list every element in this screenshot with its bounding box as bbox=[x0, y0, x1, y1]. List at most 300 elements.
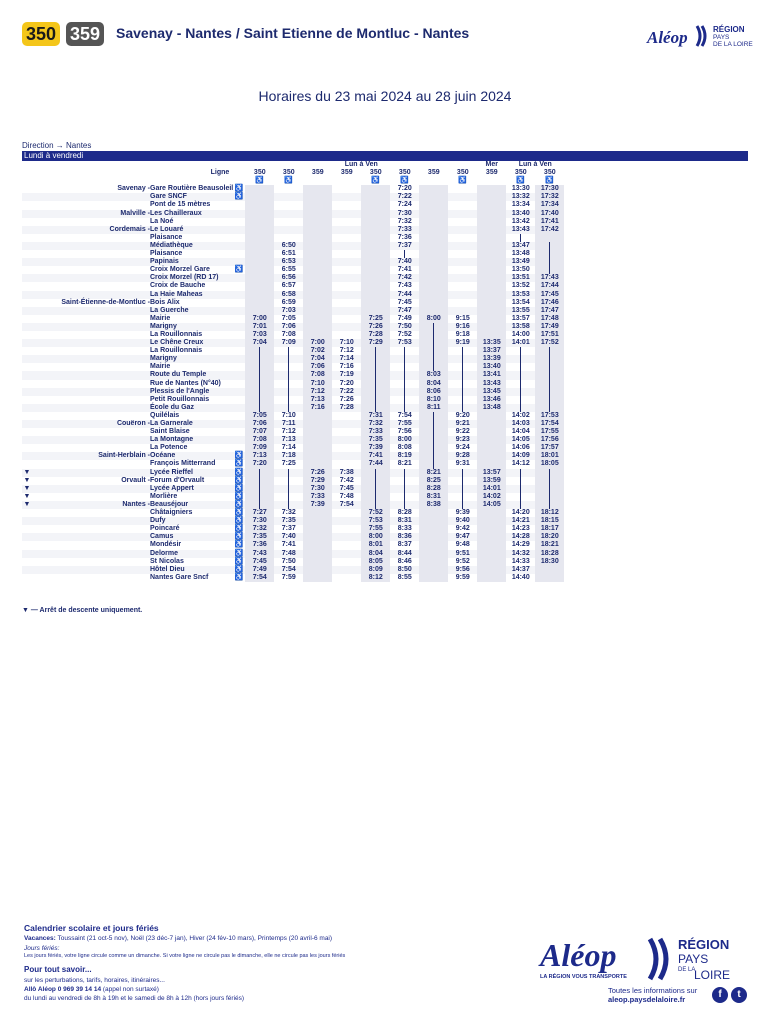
departure-time: 7:00 bbox=[303, 339, 332, 347]
commune-name bbox=[32, 291, 150, 299]
pass-through-line bbox=[274, 347, 303, 355]
departure-time bbox=[361, 274, 390, 282]
stop-row bbox=[22, 307, 564, 315]
departure-time bbox=[274, 210, 303, 218]
departure-time: 14:04 bbox=[511, 428, 530, 436]
departure-time: 7:12 bbox=[339, 347, 354, 355]
pass-through-line bbox=[361, 469, 390, 477]
pass-through-line bbox=[506, 485, 535, 493]
drop-off-arrow-icon bbox=[22, 347, 32, 355]
drop-off-arrow-icon bbox=[22, 193, 32, 201]
departure-time: 7:40 bbox=[397, 258, 412, 266]
drop-off-arrow-icon bbox=[22, 250, 32, 258]
stop-row bbox=[22, 485, 564, 493]
stop-name: Mairie bbox=[150, 363, 171, 371]
line-number: 350 bbox=[398, 169, 411, 177]
stop-row bbox=[22, 436, 564, 444]
departure-time bbox=[477, 299, 506, 307]
departure-time bbox=[477, 226, 506, 234]
departure-time: 7:07 bbox=[245, 428, 274, 436]
pass-through-line bbox=[506, 363, 535, 371]
departure-time bbox=[332, 291, 361, 299]
wheelchair-icon: ♿ bbox=[234, 452, 244, 460]
departure-time: 8:04 bbox=[419, 380, 448, 388]
departure-time bbox=[303, 201, 332, 209]
pass-through-line bbox=[535, 501, 564, 509]
website-link[interactable]: aleop.paysdelaloire.fr bbox=[608, 995, 686, 1004]
stop-name: Gare Routière Beausoleil bbox=[150, 185, 234, 193]
departure-time bbox=[419, 566, 448, 574]
wheelchair-icon: ♿ bbox=[545, 177, 555, 185]
departure-time: 13:49 bbox=[511, 258, 530, 266]
stop-row bbox=[22, 477, 564, 485]
wheelchair-icon: ♿ bbox=[234, 185, 244, 193]
drop-off-arrow-icon bbox=[22, 274, 32, 282]
departure-time: 7:30 bbox=[245, 517, 274, 525]
departure-time: 7:18 bbox=[281, 452, 296, 460]
departure-time: 7:00 bbox=[245, 315, 274, 323]
wheelchair-icon: ♿ bbox=[458, 177, 468, 185]
departure-time bbox=[332, 509, 361, 517]
pass-through-line bbox=[274, 485, 303, 493]
line-number: 350 bbox=[543, 169, 556, 177]
pass-through-line bbox=[390, 347, 419, 355]
departure-time: 7:26 bbox=[339, 395, 354, 403]
pass-through-line bbox=[506, 380, 535, 388]
departure-time: 7:25 bbox=[281, 460, 296, 468]
departure-time: 9:16 bbox=[455, 322, 470, 330]
pass-through-line bbox=[361, 404, 390, 412]
departure-time: 18:30 bbox=[535, 558, 564, 566]
departure-time: 8:44 bbox=[397, 549, 412, 557]
stop-row bbox=[22, 428, 564, 436]
stop-row bbox=[22, 274, 564, 282]
departure-time: 7:55 bbox=[361, 525, 390, 533]
departure-time: 17:56 bbox=[535, 436, 564, 444]
wheelchair-icon bbox=[233, 226, 245, 234]
stop-name: Lycée Rieffel bbox=[150, 468, 193, 476]
departure-time: 8:38 bbox=[419, 501, 448, 509]
departure-time bbox=[303, 250, 332, 258]
departure-time: 8:03 bbox=[419, 371, 448, 379]
departure-time bbox=[361, 218, 390, 226]
pass-through-line bbox=[274, 371, 303, 379]
commune-name bbox=[32, 574, 150, 582]
departure-time: 7:49 bbox=[397, 314, 412, 322]
departure-time: 9:28 bbox=[455, 452, 470, 460]
departure-time: 7:56 bbox=[397, 428, 412, 436]
stop-name: Morlière bbox=[150, 492, 178, 500]
aleop-footer-logo bbox=[538, 936, 753, 982]
departure-time bbox=[245, 282, 274, 290]
departure-time: 7:04 bbox=[303, 355, 332, 363]
pass-through-line bbox=[390, 371, 419, 379]
stop-row bbox=[22, 469, 564, 477]
departure-time bbox=[303, 444, 332, 452]
drop-off-arrow-icon bbox=[22, 436, 32, 444]
departure-time: 7:14 bbox=[281, 444, 296, 452]
commune-name bbox=[32, 404, 150, 412]
drop-off-arrow-icon bbox=[22, 388, 32, 396]
departure-time: 17:40 bbox=[535, 210, 564, 218]
drop-off-arrow-icon bbox=[22, 234, 32, 242]
drop-off-arrow-icon bbox=[22, 444, 32, 452]
stop-name: La Rouillonnais bbox=[150, 330, 203, 338]
wheelchair-icon bbox=[233, 396, 245, 404]
departure-time bbox=[419, 525, 448, 533]
departure-time: 8:00 bbox=[361, 533, 390, 541]
departure-time bbox=[303, 533, 332, 541]
departure-time bbox=[332, 218, 361, 226]
svg-text:LA RÉGION VOUS TRANSPORTE: LA RÉGION VOUS TRANSPORTE bbox=[540, 974, 627, 980]
departure-time bbox=[535, 234, 564, 242]
drop-off-arrow-icon bbox=[22, 452, 32, 460]
commune-name bbox=[32, 355, 150, 363]
commune-name bbox=[32, 234, 150, 242]
departure-time bbox=[303, 315, 332, 323]
departure-time bbox=[419, 541, 448, 549]
pass-through-line bbox=[448, 388, 477, 396]
line-number: 350 bbox=[369, 169, 382, 177]
departure-time: 7:19 bbox=[339, 371, 354, 379]
departure-time: 9:52 bbox=[455, 557, 470, 565]
stop-name: Beauséjour bbox=[150, 500, 189, 508]
departure-time bbox=[332, 525, 361, 533]
wheelchair-icon: ♿ bbox=[234, 557, 244, 565]
drop-off-arrow-icon bbox=[22, 291, 32, 299]
drop-off-arrow-icon bbox=[22, 355, 32, 363]
wheelchair-icon bbox=[233, 210, 245, 218]
departure-time: 7:40 bbox=[281, 533, 296, 541]
departure-time bbox=[419, 201, 448, 209]
stop-row bbox=[22, 550, 564, 558]
stop-name: Dufy bbox=[150, 517, 166, 525]
drop-off-arrow-icon bbox=[22, 323, 32, 331]
departure-time bbox=[303, 420, 332, 428]
wheelchair-icon: ♿ bbox=[234, 476, 244, 484]
departure-time bbox=[361, 193, 390, 201]
departure-time: 7:32 bbox=[245, 525, 274, 533]
wheelchair-icon bbox=[233, 363, 245, 371]
departure-time bbox=[448, 266, 477, 274]
commune-name bbox=[32, 201, 150, 209]
departure-time bbox=[477, 323, 506, 331]
pass-through-line bbox=[535, 396, 564, 404]
commune-name bbox=[32, 242, 150, 250]
departure-time: 7:54 bbox=[281, 565, 296, 573]
day-header: Lun à Ven bbox=[518, 161, 552, 168]
departure-time bbox=[419, 517, 448, 525]
departure-time: 14:02 bbox=[511, 411, 530, 419]
stop-name: Mondésir bbox=[150, 541, 182, 549]
wheelchair-icon bbox=[233, 339, 245, 347]
departure-time: 8:00 bbox=[419, 315, 448, 323]
pass-through-line bbox=[245, 469, 274, 477]
departure-time bbox=[245, 226, 274, 234]
stop-name: Forum d'Orvault bbox=[150, 476, 205, 484]
stop-name: La Rouillonnais bbox=[150, 347, 203, 355]
departure-time: 7:12 bbox=[281, 428, 296, 436]
departure-time: 7:26 bbox=[361, 323, 390, 331]
wheelchair-icon bbox=[233, 404, 245, 412]
departure-time: 7:41 bbox=[361, 452, 390, 460]
wheelchair-icon bbox=[233, 412, 245, 420]
departure-time: 7:37 bbox=[397, 241, 412, 249]
wheelchair-icon bbox=[233, 371, 245, 379]
pass-through-line bbox=[535, 266, 564, 274]
pass-through-line bbox=[419, 363, 448, 371]
departure-time bbox=[419, 282, 448, 290]
line-number: 350 bbox=[456, 169, 469, 177]
departure-time bbox=[332, 266, 361, 274]
departure-time: 7:05 bbox=[245, 412, 274, 420]
facebook-icon[interactable]: f bbox=[712, 987, 728, 1003]
departure-time bbox=[245, 291, 274, 299]
commune-name bbox=[32, 331, 150, 339]
departure-time: 7:30 bbox=[397, 209, 412, 217]
pass-through-line bbox=[390, 388, 419, 396]
wheelchair-icon bbox=[233, 323, 245, 331]
stop-row bbox=[22, 541, 564, 549]
drop-off-arrow-icon bbox=[22, 404, 32, 412]
departure-time bbox=[477, 525, 506, 533]
departure-time: 7:39 bbox=[303, 501, 332, 509]
pass-through-line bbox=[390, 355, 419, 363]
departure-time: 7:14 bbox=[339, 355, 354, 363]
departure-time: 6:58 bbox=[281, 290, 296, 298]
departure-time bbox=[332, 428, 361, 436]
departure-time: 7:41 bbox=[397, 266, 412, 274]
stop-name: Plaisance bbox=[150, 233, 183, 241]
commune-name bbox=[32, 469, 150, 477]
pass-through-line bbox=[274, 404, 303, 412]
pass-through-line bbox=[506, 501, 535, 509]
wheelchair-icon bbox=[419, 177, 448, 185]
stop-row bbox=[22, 460, 564, 468]
departure-time bbox=[303, 193, 332, 201]
pass-through-line bbox=[448, 355, 477, 363]
departure-time: 9:40 bbox=[455, 517, 470, 525]
commune-name: Saint-Herblain - bbox=[98, 452, 150, 460]
stop-name: Delorme bbox=[150, 549, 179, 557]
departure-time: 7:27 bbox=[245, 509, 274, 517]
school-holidays: Vacances: Toussaint (21 oct-5 nov), Noël (23 déc-7 jan), Hiver (24 fév-10 mars), Printemps (20 avril-6 mai) bbox=[24, 935, 333, 942]
departure-time bbox=[245, 218, 274, 226]
commune-name bbox=[32, 274, 150, 282]
departure-time: 8:28 bbox=[419, 485, 448, 493]
commune-name bbox=[32, 485, 150, 493]
commune-name: Saint-Étienne-de-Montluc - bbox=[61, 298, 150, 306]
commune-name: Savenay - bbox=[117, 185, 150, 193]
departure-time: 13:55 bbox=[511, 306, 530, 314]
pass-through-line bbox=[535, 493, 564, 501]
departure-time: 7:48 bbox=[281, 549, 296, 557]
wheelchair-icon bbox=[233, 315, 245, 323]
commune-name bbox=[32, 339, 150, 347]
departure-time bbox=[419, 193, 448, 201]
departure-time bbox=[361, 307, 390, 315]
departure-time bbox=[419, 274, 448, 282]
departure-time bbox=[303, 452, 332, 460]
departure-time: 7:32 bbox=[361, 420, 390, 428]
drop-off-arrow-icon bbox=[22, 363, 32, 371]
departure-time bbox=[332, 331, 361, 339]
drop-off-arrow-icon bbox=[22, 307, 32, 315]
commune-name bbox=[32, 307, 150, 315]
departure-time: 6:50 bbox=[281, 241, 296, 249]
pass-through-line bbox=[390, 380, 419, 388]
pass-through-line bbox=[245, 380, 274, 388]
departure-time bbox=[245, 210, 274, 218]
stop-name: École du Gaz bbox=[150, 403, 194, 411]
drop-off-arrow-icon bbox=[22, 412, 32, 420]
wheelchair-icon bbox=[233, 299, 245, 307]
stop-name: La Potence bbox=[150, 444, 188, 452]
departure-time: 8:00 bbox=[397, 436, 412, 444]
departure-time: 7:59 bbox=[281, 573, 296, 581]
commune-name bbox=[32, 541, 150, 549]
departure-time bbox=[361, 210, 390, 218]
wheelchair-icon bbox=[477, 177, 506, 185]
departure-time bbox=[303, 266, 332, 274]
drop-off-arrow-icon bbox=[22, 574, 32, 582]
departure-time: 7:42 bbox=[339, 476, 354, 484]
wheelchair-icon bbox=[303, 177, 332, 185]
line-number: 350 bbox=[253, 169, 266, 177]
twitter-icon[interactable]: t bbox=[731, 987, 747, 1003]
departure-time: 8:25 bbox=[419, 477, 448, 485]
commune-name bbox=[32, 525, 150, 533]
departure-time bbox=[477, 331, 506, 339]
wheelchair-icon: ♿ bbox=[234, 573, 244, 581]
stop-name: Médiathèque bbox=[150, 241, 193, 249]
stop-row bbox=[22, 242, 564, 250]
wheelchair-icon: ♿ bbox=[234, 517, 244, 525]
wheelchair-icon bbox=[233, 291, 245, 299]
departure-time bbox=[332, 242, 361, 250]
departure-time bbox=[477, 566, 506, 574]
wheelchair-icon: ♿ bbox=[234, 500, 244, 508]
departure-time: 13:57 bbox=[511, 314, 530, 322]
commune-name bbox=[32, 493, 150, 501]
stop-row bbox=[22, 347, 564, 355]
departure-time: 7:39 bbox=[361, 444, 390, 452]
departure-time bbox=[303, 460, 332, 468]
departure-time: 7:55 bbox=[397, 420, 412, 427]
departure-time: 13:40 bbox=[477, 363, 506, 371]
stop-name: Océane bbox=[150, 452, 176, 460]
stop-row bbox=[22, 533, 564, 541]
svg-text:PAYS: PAYS bbox=[713, 34, 730, 41]
departure-time: 14:40 bbox=[511, 573, 530, 581]
pass-through-line bbox=[535, 485, 564, 493]
departure-time: 9:59 bbox=[455, 573, 470, 581]
stop-name: La Garnerale bbox=[150, 420, 193, 427]
svg-text:Aléop: Aléop bbox=[540, 937, 617, 973]
departure-time: 7:54 bbox=[339, 500, 354, 508]
departure-time bbox=[303, 525, 332, 533]
departure-time bbox=[477, 550, 506, 558]
departure-time bbox=[419, 307, 448, 315]
pass-through-line bbox=[535, 347, 564, 355]
departure-time: 8:21 bbox=[397, 460, 412, 468]
pass-through-line bbox=[245, 355, 274, 363]
departure-time bbox=[274, 226, 303, 234]
departure-time: 7:20 bbox=[397, 185, 412, 193]
departure-time: 7:03 bbox=[245, 331, 274, 339]
direction-label: Direction → Nantes bbox=[22, 141, 92, 150]
wheelchair-icon bbox=[233, 242, 245, 250]
departure-time bbox=[303, 331, 332, 339]
drop-off-arrow-icon bbox=[22, 218, 32, 226]
drop-off-arrow-icon bbox=[22, 331, 32, 339]
pass-through-line bbox=[506, 371, 535, 379]
departure-time bbox=[477, 533, 506, 541]
departure-time bbox=[419, 185, 448, 193]
pass-through-line bbox=[390, 485, 419, 493]
departure-time: 9:47 bbox=[455, 533, 470, 541]
departure-time bbox=[477, 444, 506, 452]
departure-time: 13:51 bbox=[511, 274, 530, 282]
commune-name bbox=[32, 363, 150, 371]
departure-time bbox=[477, 210, 506, 218]
stop-row bbox=[22, 299, 564, 307]
departure-time bbox=[448, 218, 477, 226]
departure-time: 7:06 bbox=[303, 363, 332, 371]
drop-off-arrow-icon bbox=[22, 258, 32, 266]
pass-through-line bbox=[448, 493, 477, 501]
departure-time: 7:54 bbox=[245, 574, 274, 582]
stop-row bbox=[22, 185, 564, 193]
departure-time: 7:20 bbox=[245, 460, 274, 468]
departure-time bbox=[477, 541, 506, 549]
departure-time bbox=[477, 412, 506, 420]
pass-through-line bbox=[506, 469, 535, 477]
departure-time: 7:38 bbox=[339, 468, 354, 476]
departure-time: 9:22 bbox=[455, 428, 470, 436]
pass-through-line bbox=[245, 388, 274, 396]
departure-time bbox=[477, 234, 506, 242]
departure-time: 14:01 bbox=[477, 485, 506, 493]
departure-time: 14:29 bbox=[511, 541, 530, 549]
stop-name: Route du Temple bbox=[150, 371, 207, 379]
departure-time bbox=[477, 274, 506, 282]
departure-time bbox=[303, 550, 332, 558]
line-badge-350: 350 bbox=[22, 22, 60, 46]
departure-time bbox=[419, 226, 448, 234]
departure-time: 17:34 bbox=[535, 201, 564, 209]
stop-row bbox=[22, 566, 564, 574]
departure-time: 7:11 bbox=[281, 420, 296, 427]
pass-through-line bbox=[361, 355, 390, 363]
departure-time: 7:26 bbox=[303, 469, 332, 477]
drop-off-arrow-icon bbox=[22, 266, 32, 274]
page-title: Savenay - Nantes / Saint Etienne de Montluc - Nantes bbox=[116, 25, 470, 41]
departure-time: 13:59 bbox=[477, 477, 506, 485]
departure-time bbox=[477, 193, 506, 201]
departure-time bbox=[419, 234, 448, 242]
pass-through-line bbox=[506, 493, 535, 501]
drop-off-arrow-icon bbox=[22, 509, 32, 517]
public-holidays-text: Les jours fériés, votre ligne circule comme un dimanche. Si votre ligne ne circule pas le dimanche, elle ne circule pas les jours fériés bbox=[24, 953, 346, 959]
info-text: Toutes les informations sur bbox=[608, 986, 698, 995]
departure-time bbox=[245, 201, 274, 209]
stop-name: La Guerche bbox=[150, 306, 189, 314]
departure-time: 13:52 bbox=[511, 282, 530, 290]
commune-name bbox=[32, 436, 150, 444]
stop-name: Petit Rouillonnais bbox=[150, 395, 210, 403]
departure-time bbox=[332, 436, 361, 444]
